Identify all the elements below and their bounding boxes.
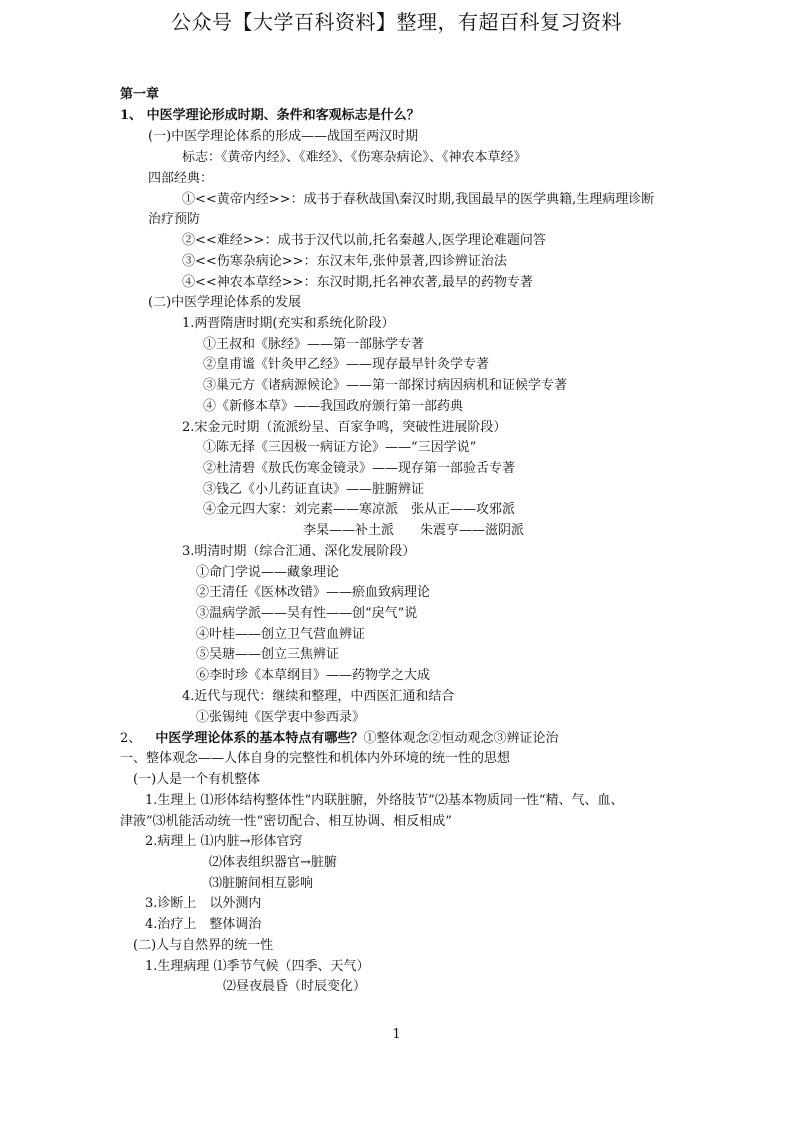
text-line: ⑥李时珍《本草纲目》——药物学之大成 <box>196 668 431 683</box>
text-line: ④<<神农本草经>>：东汉时期,托名神农著,最早的药物专著 <box>182 275 533 290</box>
text-line: 2.病理上 ⑴内脏→形体官窍 <box>145 834 303 849</box>
text-line: 1.生理病理 ⑴季节气候（四季、天气） <box>145 959 370 974</box>
text-line: 4.近代与现代：继续和整理，中西医汇通和结合 <box>182 689 455 704</box>
question-1-heading: 1、 中医学理论形成时期、条件和客观标志是什么？ <box>120 108 420 123</box>
text-line: ③巢元方《诸病源候论》——第一部探讨病因病机和证候学专著 <box>203 378 568 393</box>
text-line: ③钱乙《小儿药证直诀》——脏腑辨证 <box>203 482 425 497</box>
text-line: ④《新修本草》——我国政府颁行第一部药典 <box>203 399 464 414</box>
text-line: ③温病学派——吴有性——创“戾气”说 <box>196 606 418 621</box>
text-line: ⑶脏腑间相互影响 <box>209 876 314 891</box>
question-2-number: 2、 <box>120 731 142 746</box>
text-line: ④金元四大家：刘完素——寒凉派 张从正——攻邪派 <box>203 502 516 517</box>
text-line: 李杲——补土派 朱震亨——滋阴派 <box>303 523 525 538</box>
text-line: ②<<难经>>：成书于汉代以前,托名秦越人,医学理论难题问答 <box>182 233 546 248</box>
text-line: ⑵昼夜晨昏（时辰变化） <box>223 979 367 994</box>
text-line: ①陈无择《三因极一病证方论》——“三因学说” <box>203 440 477 455</box>
text-line: ③<<伤寒杂病论>>：东汉末年,张仲景著,四诊辨证治法 <box>182 254 507 269</box>
text-line: 津液”⑶机能活动统一性“密切配合、相互协调、相反相成” <box>120 814 452 829</box>
text-line: ④叶桂——创立卫气营血辨证 <box>196 627 366 642</box>
page-header: 公众号【大学百科资料】整理，有超百科复习资料 <box>171 10 622 34</box>
text-line: ②王清任《医林改错》——瘀血致病理论 <box>196 585 431 600</box>
text-line: ⑤吴瑭——创立三焦辨证 <box>196 647 340 662</box>
text-line: ①<<黄帝内经>>：成书于春秋战国\秦汉时期,我国最早的医学典籍,生理病理诊断 <box>182 192 655 207</box>
section-heading: (二)人与自然界的统一性 <box>133 938 274 953</box>
text-line: 1.两晋隋唐时期(充实和系统化阶段） <box>182 316 395 331</box>
text-line: ⑵体表组织器官→脏腑 <box>209 855 337 870</box>
text-line: ①命门学说——藏象理论 <box>196 565 340 580</box>
chapter-title: 第一章 <box>120 87 160 102</box>
question-2-answer: ①整体观念②恒动观念③辨证论治 <box>363 731 559 746</box>
text-line: ①张锡纯《医学衷中参西录》 <box>196 710 366 725</box>
text-line: 3.诊断上 以外测内 <box>145 896 262 911</box>
page-number: 1 <box>392 1027 401 1042</box>
text-line: 标志：《黄帝内经》、《难经》、《伤寒杂病论》、《神农本草经》 <box>182 150 527 165</box>
text-line: 1.生理上 ⑴形体结构整体性“内联脏腑，外络肢节”⑵基本物质同一性“精、气、血、 <box>145 793 624 808</box>
text-line: 四部经典： <box>148 171 214 186</box>
section-heading: (一)中医学理论体系的形成——战国至两汉时期 <box>148 129 419 144</box>
section-heading: (二)中医学理论体系的发展 <box>148 295 302 310</box>
text-line: ①王叔和《脉经》——第一部脉学专著 <box>203 337 425 352</box>
question-2-title: 中医学理论体系的基本特点有哪些？ <box>155 731 364 746</box>
text-line: 3.明清时期（综合汇通、深化发展阶段） <box>182 544 416 559</box>
text-line: 4.治疗上 整体调治 <box>145 917 262 932</box>
text-line: 一、整体观念——人体自身的完整性和机体内外环境的统一性的思想 <box>120 751 511 766</box>
text-line: ②皇甫谧《针灸甲乙经》——现存最早针灸学专著 <box>203 357 490 372</box>
question-2-heading <box>120 730 558 748</box>
text-line: ②杜清碧《敖氏伤寒金镜录》——现存第一部验舌专著 <box>203 461 516 476</box>
text-line: 治疗预防 <box>148 212 201 227</box>
text-line: 2.宋金元时期（流派纷呈、百家争鸣，突破性进展阶段） <box>182 420 507 435</box>
section-heading: (一)人是一个有机整体 <box>133 772 261 787</box>
